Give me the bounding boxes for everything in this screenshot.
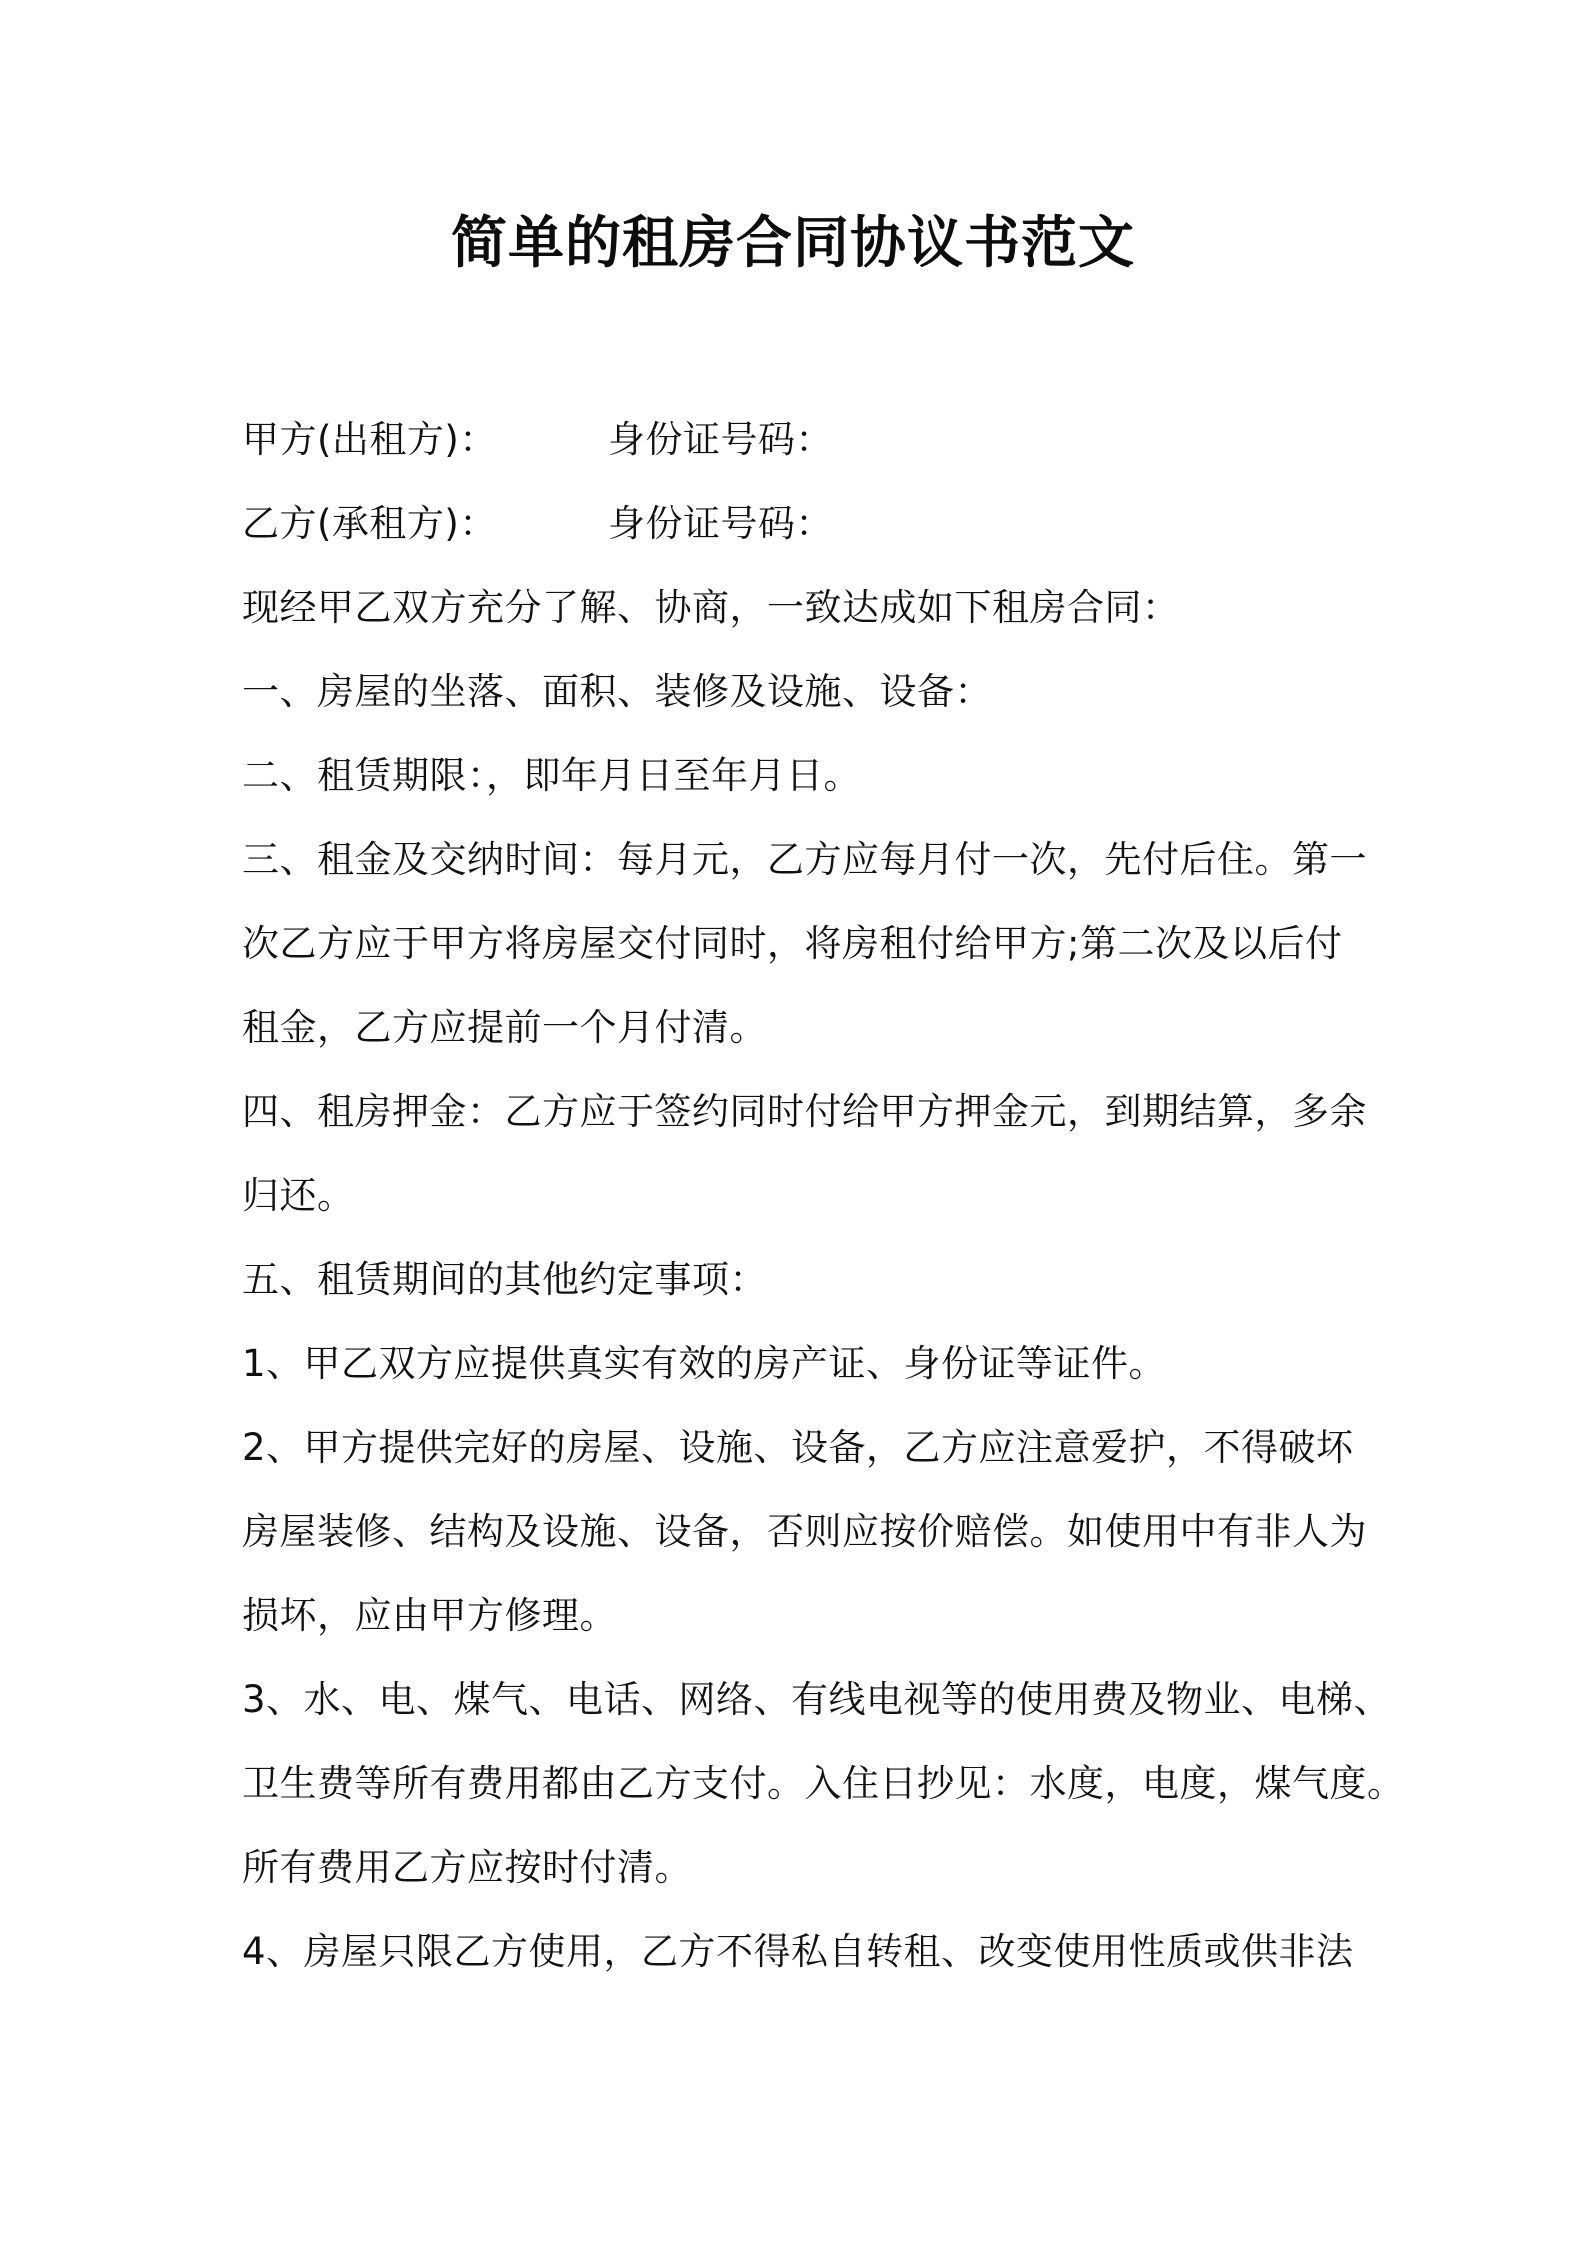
paragraph-line: 归还。 — [242, 1174, 355, 1217]
party-b-line — [242, 482, 1372, 566]
document-body — [242, 398, 1405, 1994]
paragraph-line: 四、租房押金：乙方应于签约同时付给甲方押金元，到期结算，多余 — [242, 1090, 1367, 1133]
paragraph-line: 4、房屋只限乙方使用，乙方不得私自转租、改变使用性质或供非法 — [242, 1930, 1354, 1973]
paragraph-line: 次乙方应于甲方将房屋交付同时，将房租付给甲方;第二次及以后付 — [242, 922, 1343, 965]
paragraph-line: 3、水、电、煤气、电话、网络、有线电视等的使用费及物业、电梯、 — [242, 1678, 1392, 1721]
paragraph-line: 五、租赁期间的其他约定事项： — [242, 1258, 767, 1301]
party-a-id-label: 身份证号码： — [608, 418, 833, 461]
party-a-label: 甲方(出租方)： — [242, 418, 497, 461]
paragraph-line: 损坏，应由甲方修理。 — [242, 1594, 617, 1637]
paragraph-line: 二、租赁期限：，即年月日至年月日。 — [242, 754, 861, 797]
paragraph-line: 一、房屋的坐落、面积、装修及设施、设备： — [242, 670, 992, 713]
paragraph-line: 房屋装修、结构及设施、设备，否则应按价赔偿。如使用中有非人为 — [242, 1510, 1367, 1553]
paragraph-line: 现经甲乙双方充分了解、协商，一致达成如下租房合同： — [242, 586, 1180, 629]
paragraph-line: 租金，乙方应提前一个月付清。 — [242, 1006, 767, 1049]
document-title: 简单的租房合同协议书范文 — [451, 211, 1135, 276]
paragraph-line: 卫生费等所有费用都由乙方支付。入住日抄见：水度，电度，煤气度。 — [242, 1762, 1405, 1805]
paragraph-line: 1、甲乙双方应提供真实有效的房产证、身份证等证件。 — [242, 1342, 1167, 1385]
party-b-id-label: 身份证号码： — [608, 502, 833, 545]
paragraph-line: 所有费用乙方应按时付清。 — [242, 1846, 692, 1889]
paragraph-line: 2、甲方提供完好的房屋、设施、设备，乙方应注意爱护，不得破坏 — [242, 1426, 1354, 1469]
paragraph-line: 三、租金及交纳时间：每月元，乙方应每月付一次，先付后住。第一 — [242, 838, 1367, 881]
party-a-line — [242, 398, 1372, 482]
party-b-label: 乙方(承租方)： — [242, 502, 497, 545]
